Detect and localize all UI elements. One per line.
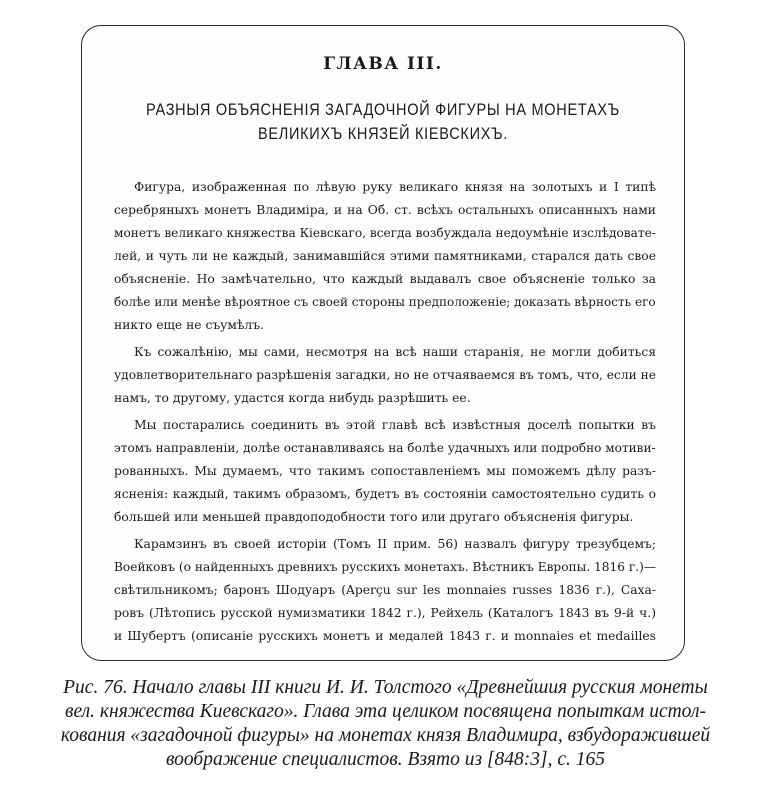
scanned-page-frame [81, 25, 685, 661]
text-line: монетъ великаго княжества Кіевскаго, всегда возбуждала недоумѣніе изслѣдовате- [114, 226, 656, 240]
text-line: лей, и чуть ли не каждый, занимавшійся этими памятниками, старался дать свое [114, 249, 656, 263]
text-line: болѣе или менѣе вѣроятное съ своей стороны предположеніе; доказать вѣрность его [114, 295, 656, 309]
text-line: удовлетворительнаго разрѣшенія загадки, но не отчаяваемся въ томъ, что, если не [114, 368, 656, 382]
text-line: свѣтильникомъ; баронъ Шодуаръ (Aperçu sur les monnaies russes 1836 г.), Саха- [114, 583, 656, 597]
chapter-title-line: ВЕЛИКИХЪ КНЯЗЕЙ КІЕВСКИХЪ. [257, 125, 509, 143]
paragraph [114, 414, 656, 529]
text-line: Къ сожалѣнію, мы сами, несмотря на всѣ наши старанія, не могли добиться [134, 345, 656, 359]
text-line: Воейковъ (о найденныхъ древнихъ русскихъ монетахъ. Вѣстникъ Европы. 1816 г.)— [114, 560, 657, 574]
text-line: объясненіе. Но замѣчательно, что каждый выдавалъ свое объясненіе только за [114, 272, 656, 286]
text-line: серебряныхъ монетъ Владиміра, и на Об. ст. всѣхъ остальныхъ описанныхъ нами [114, 203, 656, 217]
text-line: рованныхъ. Мы думаемъ, что такимъ сопоставленіемъ мы поможемъ дѣлу разъ- [114, 464, 656, 478]
text-line: ясненія: каждый, такимъ образомъ, будетъ въ состояніи самостоятельно судить о [114, 487, 656, 501]
paragraph [114, 176, 656, 337]
text-line: большей или меньшей правдоподобности того или другаго объясненія фигуры. [114, 510, 634, 524]
text-line: Мы постарались соединить въ этой главѣ всѣ извѣстныя доселѣ попытки въ [134, 418, 656, 432]
figure-caption [4, 676, 767, 772]
text-line: намъ, то другому, удастся когда нибудь разрѣшить ее. [114, 391, 471, 405]
text-line: Фигура, изображенная по лѣвую руку великаго князя на золотыхъ и I типѣ [134, 180, 656, 194]
chapter-heading: ГЛАВА III. [323, 54, 443, 74]
chapter-title-line: РАЗНЫЯ ОБЪЯСНЕНІЯ ЗАГАДОЧНОЙ ФИГУРЫ НА МОНЕТАХЪ [146, 101, 620, 119]
text-line: этомъ направленіи, долѣе останавливаясь на болѣе удачныхъ или подробно мотиви- [114, 441, 656, 455]
chapter-title [127, 98, 639, 146]
caption-line: кования «загадочной фигуры» на монетах князя Владимира, взбудоражившей [60, 725, 711, 746]
caption-line: Рис. 76. Начало главы III книги И. И. Толстого «Древнейшия русския монеты [63, 677, 708, 698]
caption-line: вел. княжества Киевскаго». Глава эта целиком посвящена попыткам истол- [65, 701, 706, 722]
text-line: ровъ (Лѣтопись русской нумизматики 1842 г.), Рейхель (Каталогъ 1843 въ 9-й ч.) [114, 606, 656, 620]
text-line: никто еще не съумѣлъ. [114, 318, 264, 332]
paragraph [114, 341, 656, 410]
paragraph [114, 533, 656, 648]
body-text [114, 176, 656, 648]
text-line: Карамзинъ въ своей исторіи (Томъ II прим. 56) назвалъ фигуру трезубцемъ; [134, 537, 656, 551]
caption-line: воображение специалистов. Взято из [848:3], с. 165 [165, 749, 606, 770]
text-line: и Шубертъ (описаніе русскихъ монетъ и медалей 1843 г. и monnaies et medailles [114, 629, 656, 643]
